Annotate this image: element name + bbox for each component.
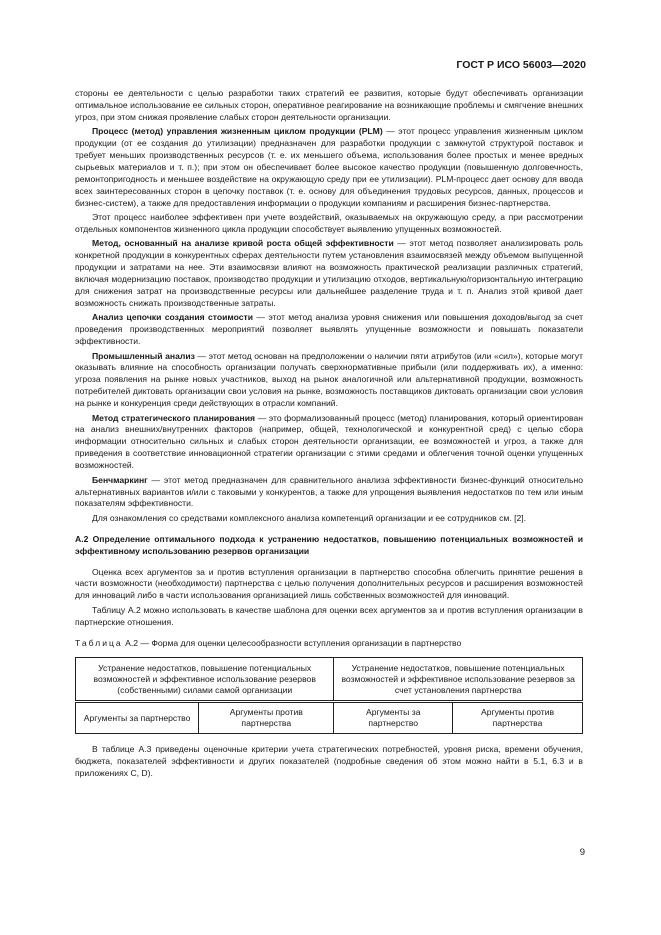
term-industry-analysis: Промышленный анализ xyxy=(92,350,195,361)
term-benchmarking: Бенчмаркинг xyxy=(92,474,148,485)
paragraph-plm-note: Этот процесс наиболее эффективен при учете воздействий, оказываемых на окружающую среду, а при рассмотрении отдельных компонентов жизненного цикла продукции способствует выявлению упущенных возможностей. xyxy=(75,212,583,234)
page-number: 9 xyxy=(579,847,585,858)
table-caption: Таблица А.2 — Форма для оценки целесообразности вступления организации в партнерство xyxy=(75,637,462,648)
paragraph-benchmarking: Бенчмаркинг — этот метод предназначен для сравнительного анализа эффективности бизнес-функций относительно альтернативных вариантов и/или с таковыми у конкурентов, а также для упрощения выявления недостатков по тем или иным показателям эффективности. xyxy=(75,474,583,509)
paragraph-reference: Для ознакомления со средствами комплексного анализа компетенций организации и ее сотрудников см. [2]. xyxy=(92,512,527,523)
table-subheader-row xyxy=(76,702,583,734)
term-strategic-planning: Метод стратегического планирования xyxy=(92,412,255,423)
cell-args-for-left: Аргументы за партнерство xyxy=(76,702,199,734)
term-value-chain: Анализ цепочки создания стоимости xyxy=(92,312,254,323)
paragraph-strategic-planning: Метод стратегического планирования — это формализованный процесс (метод) планирования, который ориентирован на анализ внешних/внутренних факторов (например, общей, технологической и конкурентной сред) с целью сбора информации относительно сильных и слабых сторон деятельности организации, ее возможностей и угроз, а также для приведения в соответствие инновационной стратегии организации с этими средами и облегчения точной оценки упущенных возможностей. xyxy=(75,412,583,471)
standard-header: ГОСТ Р ИСО 56003—2020 xyxy=(456,59,586,71)
paragraph-value-chain: Анализ цепочки создания стоимости — этот метод анализа уровня снижения или повышения доходов/выгод за счет проведения производственных мероприятий позволяет выявлять упущенные возможности и повышать показатели эффективности. xyxy=(75,312,584,347)
header-partnership: Устранение недостатков, повышение потенциальных возможностей и эффективное использование резервов за счет установления партнерства xyxy=(334,658,583,702)
document-body xyxy=(75,88,583,783)
table-header-row xyxy=(76,658,583,702)
section-title: А.2 Определение оптимального подхода к устранению недостатков, повышению потенциальных возможностей и эффективному использованию резервов организации xyxy=(75,533,583,556)
paragraph-continuation: стороны ее деятельности с целью разработки таких стратегий ее развития, которые будут обеспечивать организации оптимальное использование ее сильных сторон, оперативное реагирование на возникающие проблемы и смягчение внешних угроз, при этом снижая проявление слабых сторон деятельности организации. xyxy=(75,88,583,122)
term-growth-curve: Метод, основанный на анализе кривой роста общей эффективности xyxy=(92,238,394,249)
cell-args-against-right: Аргументы против партнерства xyxy=(453,702,583,734)
paragraph-industry-analysis: Промышленный анализ — этот метод основан на предположении о наличии пяти атрибутов (или «сил»), которые могут оказывать влияние на способность организации получать сверхнормативные прибыли (или поддерживать их), а именно: угроза появления на рынке новых участников, выход на рынок аналогичной или альтернативной продукции, возможность потребителей диктовать организации свои условия на рынке, возможность поставщиков диктовать организации свои условия на рынке и конкуренция среди действующих в отрасли компаний. xyxy=(75,350,583,409)
paragraph-growth-curve: Метод, основанный на анализе кривой роста общей эффективности — этот метод позволяет анализировать роль конкретной продукции в конкурентных сферах деятельности путем установления взаимосвязей между объемом выпущенной продукции и затратами на нее. Эти взаимосвязи влияют на возможность практической реализации различных стратегий, включая модернизацию поставок, производство продукции и утилизацию отходов, вертикальную/горизонтальную интеграцию для снижения затрат на производственные ресурсы или дальнейшее разделение труда и т. п. Анализ этой кривой дает возможность снижать производственные затраты. xyxy=(75,238,583,308)
term-plm: Процесс (метод) управления жизненным циклом продукции (PLM) xyxy=(92,126,383,137)
cell-args-against-left: Аргументы против партнерства xyxy=(199,702,334,734)
paragraph-plm: Процесс (метод) управления жизненным циклом продукции (PLM) — этот процесс управления жизненным циклом продукции (от ее создания до утилизации) предназначен для разработки продукции с замкнутой структурой поставок и требует меньших производственных ресурсов (т. е. их меньшего объема, использования более простых и менее вредных сырьевых материалов и т. п.); при этом он обеспечивает более высокое качество продукции (повышенную долговечность, ремонтопригодность и меньшее воздействие на окружающую среду при ее утилизации). PLM-процесс дает основу для ввода всех заинтересованных сторон в цепочку поставок (т. е. основу для объединения трудовых ресурсов, данных, процессов и бизнес-систем), а также для предоставления информации о продукции компаниям и расширения бизнес-партнерства. xyxy=(75,126,583,208)
section-paragraph-1: Оценка всех аргументов за и против вступления организации в партнерство способна облегчить принятие решения в части возможности (необходимости) партнерства с целью получения дополнительных ресурсов и расширения возможностей для инноваций либо в части использования организацией лишь собственных возможностей для инноваций. xyxy=(75,566,583,601)
section-paragraph-2: Таблицу А.2 можно использовать в качестве шаблона для оценки всех аргументов за и против вступления организации в партнерские отношения. xyxy=(75,604,583,627)
partnership-assessment-table xyxy=(75,657,583,734)
cell-args-for-right: Аргументы за партнерство xyxy=(334,702,453,734)
paragraph-after-table: В таблице А.3 приведены оценочные критерии учета стратегических потребностей, уровня риска, времени обучения, бюджета, показателей эффективности и других показателей (подробные сведения об этом можно найти в 5.1, 6.3 и в приложениях C, D). xyxy=(75,744,583,779)
header-own-resources: Устранение недостатков, повышение потенциальных возможностей и эффективное использование резервов (собственными) силами самой организации xyxy=(76,658,334,702)
